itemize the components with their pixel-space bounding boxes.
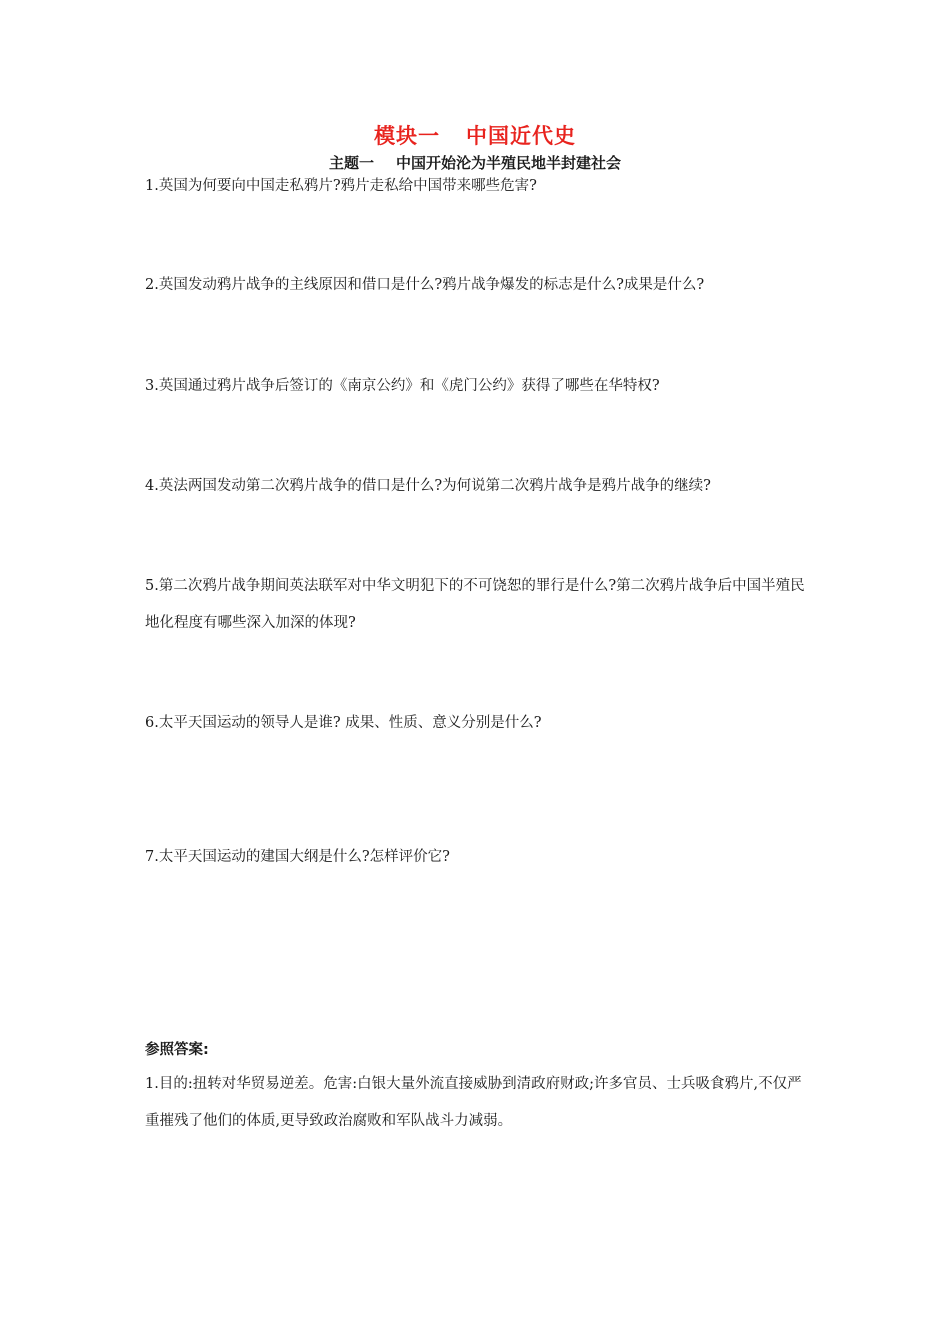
answers-heading: 参照答案:	[145, 1042, 209, 1058]
topic-name: 中国开始沦为半殖民地半封建社会	[396, 154, 622, 172]
module-name: 中国近代史	[466, 124, 576, 148]
question-6: 6.太平天国运动的领导人是谁? 成果、性质、意义分别是什么?	[145, 715, 542, 731]
question-1: 1.英国为何要向中国走私鸦片?鸦片走私给中国带来哪些危害?	[145, 178, 537, 194]
module-prefix: 模块一	[374, 124, 440, 148]
question-3: 3.英国通过鸦片战争后签订的《南京公约》和《虎门公约》获得了哪些在华特权?	[145, 378, 660, 394]
question-7: 7.太平天国运动的建国大纲是什么?怎样评价它?	[145, 849, 450, 865]
answer-1: 1.目的:扭转对华贸易逆差。危害:白银大量外流直接威胁到清政府财政;许多官员、士兵吸食鸦片,不仅严重摧残了他们的体质,更导致政治腐败和军队战斗力减弱。	[145, 1076, 802, 1129]
module-title	[0, 120, 950, 150]
topic-prefix: 主题一	[328, 154, 374, 172]
question-2: 2.英国发动鸦片战争的主线原因和借口是什么?鸦片战争爆发的标志是什么?成果是什么?	[145, 277, 705, 293]
question-5: 5.第二次鸦片战争期间英法联军对中华文明犯下的不可饶恕的罪行是什么?第二次鸦片战争后中国半殖民地化程度有哪些深入加深的体现?	[145, 578, 805, 631]
question-4: 4.英法两国发动第二次鸦片战争的借口是什么?为何说第二次鸦片战争是鸦片战争的继续?	[145, 478, 711, 494]
